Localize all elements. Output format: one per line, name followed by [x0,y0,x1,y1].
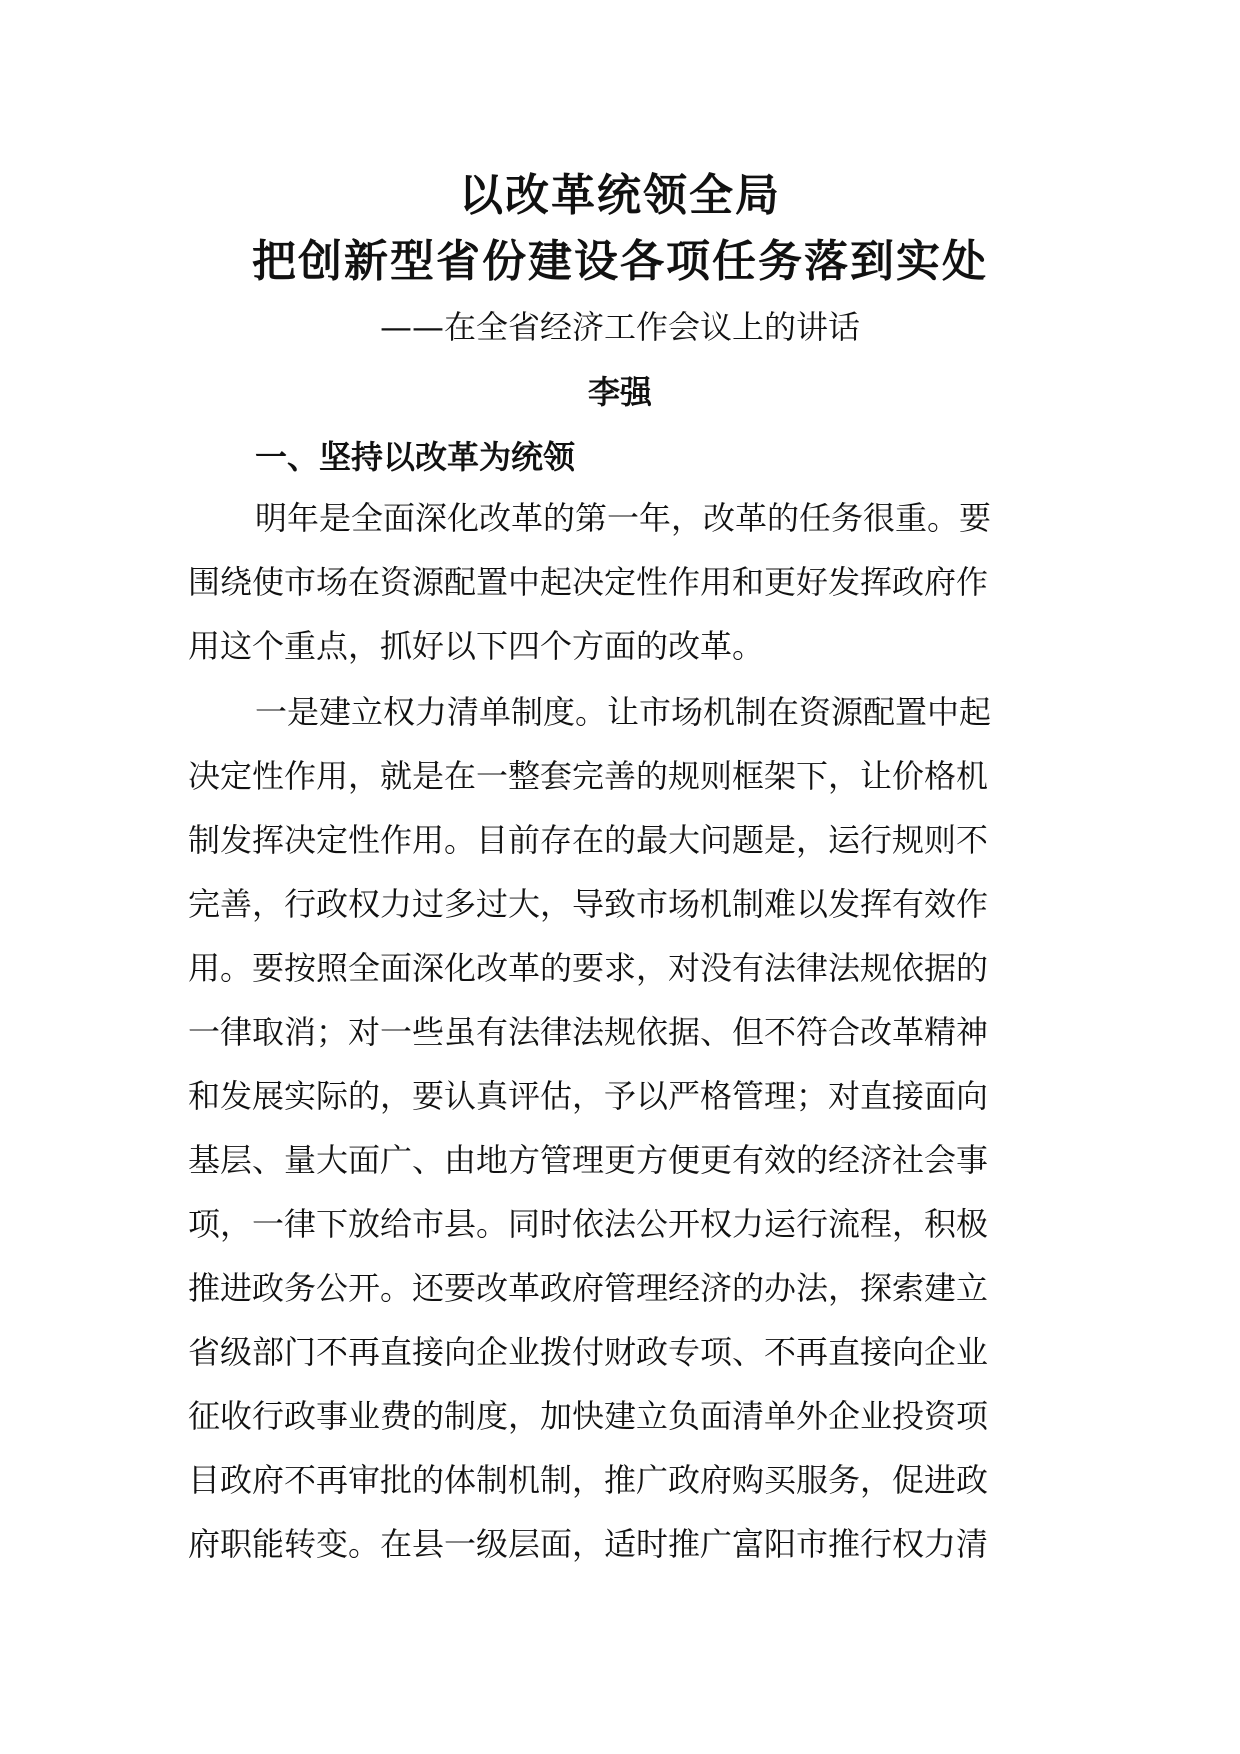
body-line: 用这个重点，抓好以下四个方面的改革。 [188,627,765,665]
section-heading: 一、坚持以改革为统领 [255,438,576,476]
body-line: 一是建立权力清单制度。让市场机制在资源配置中起 [255,693,992,731]
title-line-1: 以改革统领全局 [459,170,781,221]
body-line: 省级部门不再直接向企业拨付财政专项、不再直接向企业 [188,1333,989,1371]
title-line-2: 把创新型省份建设各项任务落到实处 [252,236,988,287]
body-line: 用。要按照全面深化改革的要求，对没有法律法规依据的 [188,949,989,987]
subtitle: ——在全省经济工作会议上的讲话 [379,308,860,346]
body-line: 征收行政事业费的制度，加快建立负面清单外企业投资项 [188,1397,989,1435]
body-line: 和发展实际的，要认真评估，予以严格管理；对直接面向 [188,1077,989,1115]
body-line: 项，一律下放给市县。同时依法公开权力运行流程，积极 [188,1205,989,1243]
body-line: 一律取消；对一些虽有法律法规依据、但不符合改革精神 [188,1013,989,1051]
body-line: 基层、量大面广、由地方管理更方便更有效的经济社会事 [188,1141,989,1179]
body-line: 围绕使市场在资源配置中起决定性作用和更好发挥政府作 [188,563,989,601]
body-line: 目政府不再审批的体制机制，推广政府购买服务，促进政 [188,1461,989,1499]
body-line: 明年是全面深化改革的第一年，改革的任务很重。要 [255,499,992,537]
body-line: 推进政务公开。还要改革政府管理经济的办法，探索建立 [188,1269,989,1307]
author: 李强 [587,373,652,411]
body-line: 制发挥决定性作用。目前存在的最大问题是，运行规则不 [188,821,989,859]
body-line: 府职能转变。在县一级层面，适时推广富阳市推行权力清 [188,1525,989,1563]
body-line: 完善，行政权力过多过大，导致市场机制难以发挥有效作 [188,885,989,923]
body-line: 决定性作用，就是在一整套完善的规则框架下，让价格机 [188,757,989,795]
